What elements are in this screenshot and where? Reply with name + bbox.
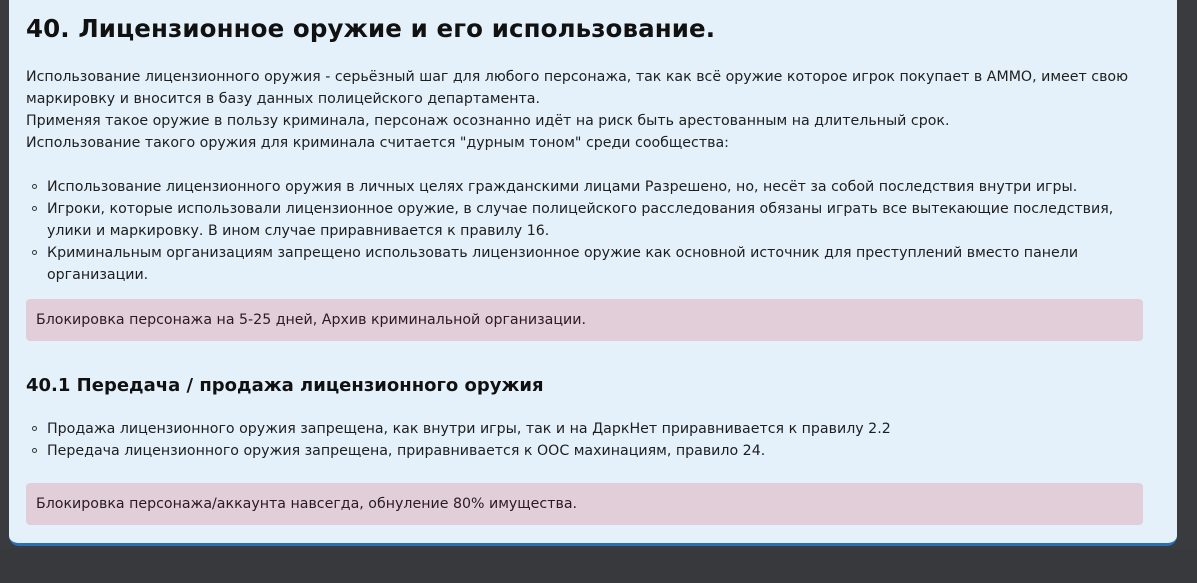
list-item: Продажа лицензионного оружия запрещена, как внутри игры, так и на ДаркНет приравнивается к правилу 2.2 — [26, 418, 1126, 440]
list-item: Использование лицензионного оружия в личных целях гражданскими лицами Разрешено, но, несёт за собой последствия внутри игры. — [26, 176, 1156, 198]
section-rules-list — [26, 176, 1156, 286]
intro-paragraph: Применяя такое оружие в пользу криминала, персонаж осознанно идёт на риск быть арестованным на длительный срок. — [26, 113, 950, 129]
intro-paragraph: Использование лицензионного оружия - серьёзный шаг для любого персонажа, так как всё оружие которое игрок покупает в AMMO, имеет свою маркировку и вносится в базу данных полицейского департамента. — [26, 69, 1129, 107]
intro-paragraph: Использование такого оружия для криминала считается "дурным тоном" среди сообщества: — [26, 135, 729, 151]
list-item: Криминальным организациям запрещено использовать лицензионное оружие как основной источник для преступлений вместо панели организации. — [26, 242, 1156, 286]
section-intro — [26, 66, 1136, 154]
list-item: Передача лицензионного оружия запрещена, приравнивается к OOC махинациям, правило 24. — [26, 440, 1126, 462]
subsection-title: 40.1 Передача / продажа лицензионного оружия — [26, 375, 544, 396]
subsection-rules-list — [26, 418, 1126, 462]
rules-card — [9, 0, 1177, 546]
penalty-notice: Блокировка персонажа/аккаунта навсегда, обнуление 80% имущества. — [26, 483, 1143, 525]
penalty-notice: Блокировка персонажа на 5-25 дней, Архив криминальной организации. — [26, 299, 1143, 341]
bottom-bar — [0, 549, 1197, 583]
section-title: 40. Лицензионное оружие и его использование. — [26, 14, 716, 43]
list-item: Игроки, которые использовали лицензионное оружие, в случае полицейского расследования обязаны играть все вытекающие последствия, улики и маркировку. В ином случае приравнивается к правилу 16. — [26, 198, 1156, 242]
